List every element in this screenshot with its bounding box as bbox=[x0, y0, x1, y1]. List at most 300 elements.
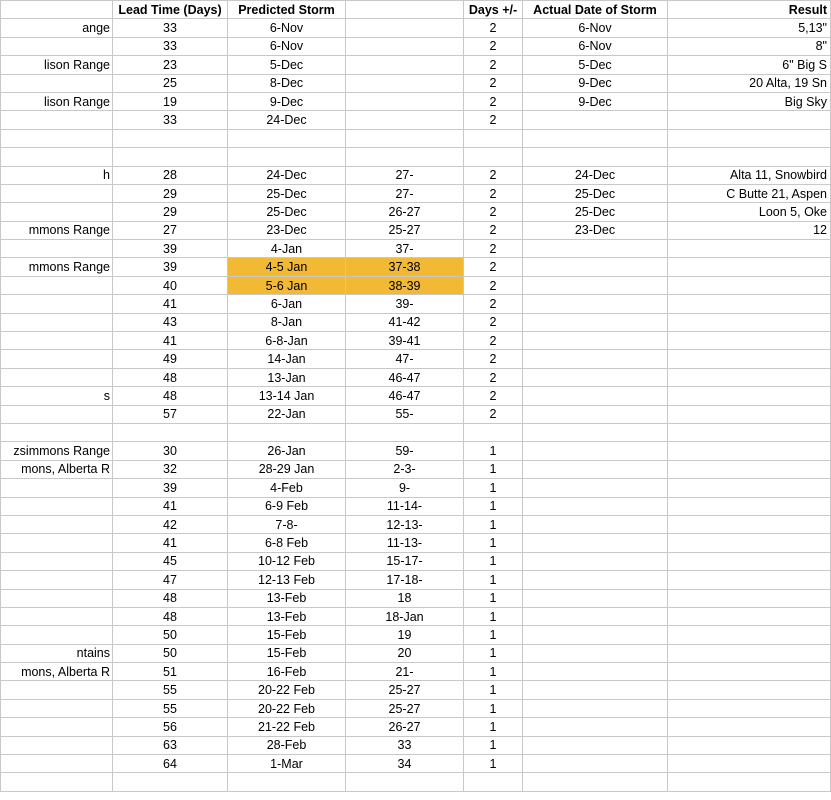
location-cell[interactable] bbox=[1, 56, 113, 74]
extra-cell[interactable] bbox=[346, 19, 464, 37]
predicted-storm-cell[interactable] bbox=[228, 405, 346, 423]
result-cell[interactable] bbox=[668, 626, 831, 644]
lead-time-cell[interactable] bbox=[113, 515, 228, 533]
location-cell[interactable] bbox=[1, 332, 113, 350]
location-cell[interactable] bbox=[1, 166, 113, 184]
days-plus-minus-cell[interactable] bbox=[464, 148, 523, 166]
extra-cell[interactable] bbox=[346, 607, 464, 625]
extra-cell[interactable] bbox=[346, 74, 464, 92]
extra-cell[interactable] bbox=[346, 755, 464, 773]
extra-cell[interactable] bbox=[346, 295, 464, 313]
days-plus-minus-cell[interactable] bbox=[464, 295, 523, 313]
predicted-storm-cell[interactable] bbox=[228, 19, 346, 37]
predicted-storm-cell[interactable] bbox=[228, 534, 346, 552]
location-cell[interactable] bbox=[1, 258, 113, 276]
predicted-storm-cell[interactable] bbox=[228, 37, 346, 55]
result-cell[interactable] bbox=[668, 515, 831, 533]
actual-date-cell[interactable] bbox=[523, 699, 668, 717]
days-plus-minus-cell[interactable] bbox=[464, 589, 523, 607]
lead-time-cell[interactable] bbox=[113, 736, 228, 754]
actual-date-cell[interactable] bbox=[523, 442, 668, 460]
result-cell[interactable] bbox=[668, 589, 831, 607]
result-cell[interactable] bbox=[668, 184, 831, 202]
extra-cell[interactable] bbox=[346, 663, 464, 681]
extra-cell[interactable] bbox=[346, 479, 464, 497]
predicted-storm-cell[interactable] bbox=[228, 497, 346, 515]
result-cell[interactable] bbox=[668, 479, 831, 497]
predicted-storm-cell[interactable] bbox=[228, 460, 346, 478]
location-cell[interactable] bbox=[1, 681, 113, 699]
lead-time-cell[interactable] bbox=[113, 203, 228, 221]
location-cell[interactable] bbox=[1, 755, 113, 773]
result-cell[interactable] bbox=[668, 534, 831, 552]
location-cell[interactable] bbox=[1, 515, 113, 533]
days-plus-minus-cell[interactable] bbox=[464, 111, 523, 129]
predicted-storm-cell[interactable] bbox=[228, 295, 346, 313]
lead-time-cell[interactable] bbox=[113, 626, 228, 644]
result-cell[interactable] bbox=[668, 129, 831, 147]
extra-cell[interactable] bbox=[346, 258, 464, 276]
predicted-storm-cell[interactable] bbox=[228, 571, 346, 589]
extra-cell[interactable] bbox=[346, 552, 464, 570]
lead-time-cell[interactable] bbox=[113, 589, 228, 607]
days-plus-minus-cell[interactable] bbox=[464, 276, 523, 294]
lead-time-cell[interactable] bbox=[113, 773, 228, 791]
location-cell[interactable] bbox=[1, 92, 113, 110]
days-plus-minus-cell[interactable] bbox=[464, 644, 523, 662]
actual-date-cell[interactable] bbox=[523, 350, 668, 368]
extra-cell[interactable] bbox=[346, 184, 464, 202]
actual-date-cell[interactable] bbox=[523, 552, 668, 570]
result-cell[interactable] bbox=[668, 92, 831, 110]
actual-date-cell[interactable] bbox=[523, 19, 668, 37]
location-cell[interactable] bbox=[1, 313, 113, 331]
location-cell[interactable] bbox=[1, 479, 113, 497]
extra-cell[interactable] bbox=[346, 203, 464, 221]
extra-cell[interactable] bbox=[346, 589, 464, 607]
lead-time-cell[interactable] bbox=[113, 129, 228, 147]
extra-cell[interactable] bbox=[346, 368, 464, 386]
location-cell[interactable] bbox=[1, 19, 113, 37]
predicted-storm-cell[interactable] bbox=[228, 56, 346, 74]
location-cell[interactable] bbox=[1, 442, 113, 460]
location-cell[interactable] bbox=[1, 497, 113, 515]
lead-time-cell[interactable] bbox=[113, 313, 228, 331]
result-cell[interactable] bbox=[668, 423, 831, 441]
result-cell[interactable] bbox=[668, 148, 831, 166]
result-cell[interactable] bbox=[668, 240, 831, 258]
days-plus-minus-cell[interactable] bbox=[464, 699, 523, 717]
lead-time-cell[interactable] bbox=[113, 755, 228, 773]
actual-date-cell[interactable] bbox=[523, 203, 668, 221]
lead-time-cell[interactable] bbox=[113, 92, 228, 110]
predicted-storm-cell[interactable] bbox=[228, 258, 346, 276]
days-plus-minus-cell[interactable] bbox=[464, 552, 523, 570]
extra-cell[interactable] bbox=[346, 718, 464, 736]
days-plus-minus-cell[interactable] bbox=[464, 184, 523, 202]
result-cell[interactable] bbox=[668, 755, 831, 773]
extra-cell[interactable] bbox=[346, 111, 464, 129]
days-plus-minus-cell[interactable] bbox=[464, 607, 523, 625]
lead-time-cell[interactable] bbox=[113, 295, 228, 313]
lead-time-cell[interactable] bbox=[113, 497, 228, 515]
location-cell[interactable] bbox=[1, 571, 113, 589]
lead-time-cell[interactable] bbox=[113, 258, 228, 276]
lead-time-cell[interactable] bbox=[113, 37, 228, 55]
result-cell[interactable] bbox=[668, 56, 831, 74]
days-plus-minus-cell[interactable] bbox=[464, 423, 523, 441]
location-cell[interactable] bbox=[1, 405, 113, 423]
location-cell[interactable] bbox=[1, 718, 113, 736]
actual-date-cell[interactable] bbox=[523, 166, 668, 184]
predicted-storm-cell[interactable] bbox=[228, 755, 346, 773]
lead-time-cell[interactable] bbox=[113, 387, 228, 405]
predicted-storm-cell[interactable] bbox=[228, 368, 346, 386]
actual-date-header[interactable]: Actual Date of Storm bbox=[523, 1, 668, 19]
extra-cell[interactable] bbox=[346, 423, 464, 441]
lead-time-cell[interactable] bbox=[113, 534, 228, 552]
days-plus-minus-cell[interactable] bbox=[464, 387, 523, 405]
lead-time-cell[interactable] bbox=[113, 350, 228, 368]
location-cell[interactable] bbox=[1, 37, 113, 55]
actual-date-cell[interactable] bbox=[523, 111, 668, 129]
actual-date-cell[interactable] bbox=[523, 460, 668, 478]
predicted-storm-cell[interactable] bbox=[228, 350, 346, 368]
extra-cell[interactable] bbox=[346, 276, 464, 294]
lead-time-cell[interactable] bbox=[113, 166, 228, 184]
result-cell[interactable] bbox=[668, 37, 831, 55]
actual-date-cell[interactable] bbox=[523, 184, 668, 202]
location-cell[interactable] bbox=[1, 203, 113, 221]
predicted-storm-cell[interactable] bbox=[228, 240, 346, 258]
extra-cell[interactable] bbox=[346, 515, 464, 533]
extra-cell[interactable] bbox=[346, 166, 464, 184]
actual-date-cell[interactable] bbox=[523, 773, 668, 791]
location-cell[interactable] bbox=[1, 589, 113, 607]
result-cell[interactable] bbox=[668, 313, 831, 331]
actual-date-cell[interactable] bbox=[523, 497, 668, 515]
result-cell[interactable] bbox=[668, 74, 831, 92]
extra-cell[interactable] bbox=[346, 56, 464, 74]
days-plus-minus-cell[interactable] bbox=[464, 571, 523, 589]
result-cell[interactable] bbox=[668, 203, 831, 221]
extra-cell[interactable] bbox=[346, 699, 464, 717]
lead-time-cell[interactable] bbox=[113, 184, 228, 202]
actual-date-cell[interactable] bbox=[523, 755, 668, 773]
actual-date-cell[interactable] bbox=[523, 56, 668, 74]
days-plus-minus-cell[interactable] bbox=[464, 736, 523, 754]
actual-date-cell[interactable] bbox=[523, 276, 668, 294]
days-plus-minus-cell[interactable] bbox=[464, 515, 523, 533]
lead-time-cell[interactable] bbox=[113, 442, 228, 460]
predicted-storm-header[interactable]: Predicted Storm bbox=[228, 1, 346, 19]
days-plus-minus-cell[interactable] bbox=[464, 56, 523, 74]
days-plus-minus-cell[interactable] bbox=[464, 332, 523, 350]
actual-date-cell[interactable] bbox=[523, 74, 668, 92]
location-cell[interactable] bbox=[1, 607, 113, 625]
result-cell[interactable] bbox=[668, 607, 831, 625]
extra-cell[interactable] bbox=[346, 387, 464, 405]
extra-cell[interactable] bbox=[346, 92, 464, 110]
days-plus-minus-cell[interactable] bbox=[464, 497, 523, 515]
days-plus-minus-cell[interactable] bbox=[464, 37, 523, 55]
days-plus-minus-cell[interactable] bbox=[464, 74, 523, 92]
extra-cell[interactable] bbox=[346, 350, 464, 368]
predicted-storm-cell[interactable] bbox=[228, 111, 346, 129]
result-cell[interactable] bbox=[668, 405, 831, 423]
days-plus-minus-cell[interactable] bbox=[464, 92, 523, 110]
actual-date-cell[interactable] bbox=[523, 571, 668, 589]
predicted-storm-cell[interactable] bbox=[228, 479, 346, 497]
actual-date-cell[interactable] bbox=[523, 644, 668, 662]
result-cell[interactable] bbox=[668, 350, 831, 368]
extra-cell[interactable] bbox=[346, 736, 464, 754]
location-cell[interactable] bbox=[1, 240, 113, 258]
location-cell[interactable] bbox=[1, 129, 113, 147]
location-cell[interactable] bbox=[1, 276, 113, 294]
lead-time-cell[interactable] bbox=[113, 405, 228, 423]
location-cell[interactable] bbox=[1, 368, 113, 386]
lead-time-cell[interactable] bbox=[113, 571, 228, 589]
days-plus-minus-cell[interactable] bbox=[464, 19, 523, 37]
days-plus-minus-cell[interactable] bbox=[464, 479, 523, 497]
extra-cell[interactable] bbox=[346, 129, 464, 147]
extra-cell[interactable] bbox=[346, 442, 464, 460]
extra-cell[interactable] bbox=[346, 571, 464, 589]
actual-date-cell[interactable] bbox=[523, 148, 668, 166]
days-plus-minus-cell[interactable] bbox=[464, 368, 523, 386]
days-plus-minus-cell[interactable] bbox=[464, 442, 523, 460]
location-cell[interactable] bbox=[1, 644, 113, 662]
days-plus-minus-cell[interactable] bbox=[464, 460, 523, 478]
extra-header[interactable] bbox=[346, 1, 464, 19]
actual-date-cell[interactable] bbox=[523, 37, 668, 55]
predicted-storm-cell[interactable] bbox=[228, 736, 346, 754]
predicted-storm-cell[interactable] bbox=[228, 626, 346, 644]
result-header[interactable]: Result bbox=[668, 1, 831, 19]
days-plus-minus-cell[interactable] bbox=[464, 221, 523, 239]
result-cell[interactable] bbox=[668, 166, 831, 184]
lead-time-cell[interactable] bbox=[113, 460, 228, 478]
location-cell[interactable] bbox=[1, 387, 113, 405]
days-plus-minus-cell[interactable] bbox=[464, 755, 523, 773]
actual-date-cell[interactable] bbox=[523, 313, 668, 331]
actual-date-cell[interactable] bbox=[523, 368, 668, 386]
result-cell[interactable] bbox=[668, 442, 831, 460]
predicted-storm-cell[interactable] bbox=[228, 589, 346, 607]
actual-date-cell[interactable] bbox=[523, 607, 668, 625]
days-plus-minus-cell[interactable] bbox=[464, 405, 523, 423]
lead-time-cell[interactable] bbox=[113, 681, 228, 699]
location-cell[interactable] bbox=[1, 148, 113, 166]
lead-time-cell[interactable] bbox=[113, 332, 228, 350]
location-cell[interactable] bbox=[1, 295, 113, 313]
result-cell[interactable] bbox=[668, 368, 831, 386]
extra-cell[interactable] bbox=[346, 644, 464, 662]
predicted-storm-cell[interactable] bbox=[228, 387, 346, 405]
days-plus-minus-cell[interactable] bbox=[464, 129, 523, 147]
result-cell[interactable] bbox=[668, 681, 831, 699]
actual-date-cell[interactable] bbox=[523, 258, 668, 276]
extra-cell[interactable] bbox=[346, 497, 464, 515]
days-plus-minus-cell[interactable] bbox=[464, 534, 523, 552]
result-cell[interactable] bbox=[668, 332, 831, 350]
result-cell[interactable] bbox=[668, 773, 831, 791]
extra-cell[interactable] bbox=[346, 37, 464, 55]
days-plus-minus-cell[interactable] bbox=[464, 203, 523, 221]
location-cell[interactable] bbox=[1, 221, 113, 239]
result-cell[interactable] bbox=[668, 221, 831, 239]
lead-time-cell[interactable] bbox=[113, 19, 228, 37]
location-cell[interactable] bbox=[1, 350, 113, 368]
predicted-storm-cell[interactable] bbox=[228, 92, 346, 110]
actual-date-cell[interactable] bbox=[523, 479, 668, 497]
actual-date-cell[interactable] bbox=[523, 534, 668, 552]
predicted-storm-cell[interactable] bbox=[228, 203, 346, 221]
actual-date-cell[interactable] bbox=[523, 589, 668, 607]
extra-cell[interactable] bbox=[346, 626, 464, 644]
predicted-storm-cell[interactable] bbox=[228, 552, 346, 570]
lead-time-cell[interactable] bbox=[113, 221, 228, 239]
predicted-storm-cell[interactable] bbox=[228, 148, 346, 166]
lead-time-cell[interactable] bbox=[113, 699, 228, 717]
days-plus-minus-cell[interactable] bbox=[464, 718, 523, 736]
actual-date-cell[interactable] bbox=[523, 423, 668, 441]
extra-cell[interactable] bbox=[346, 313, 464, 331]
location-cell[interactable] bbox=[1, 534, 113, 552]
location-cell[interactable] bbox=[1, 773, 113, 791]
result-cell[interactable] bbox=[668, 663, 831, 681]
predicted-storm-cell[interactable] bbox=[228, 663, 346, 681]
days-plus-minus-cell[interactable] bbox=[464, 663, 523, 681]
predicted-storm-cell[interactable] bbox=[228, 773, 346, 791]
location-cell[interactable] bbox=[1, 699, 113, 717]
result-cell[interactable] bbox=[668, 552, 831, 570]
predicted-storm-cell[interactable] bbox=[228, 442, 346, 460]
lead-time-cell[interactable] bbox=[113, 663, 228, 681]
actual-date-cell[interactable] bbox=[523, 515, 668, 533]
actual-date-cell[interactable] bbox=[523, 221, 668, 239]
actual-date-cell[interactable] bbox=[523, 129, 668, 147]
location-cell[interactable] bbox=[1, 736, 113, 754]
predicted-storm-cell[interactable] bbox=[228, 221, 346, 239]
result-cell[interactable] bbox=[668, 644, 831, 662]
result-cell[interactable] bbox=[668, 699, 831, 717]
lead-time-cell[interactable] bbox=[113, 644, 228, 662]
predicted-storm-cell[interactable] bbox=[228, 129, 346, 147]
days-plus-minus-cell[interactable] bbox=[464, 681, 523, 699]
days-plus-minus-cell[interactable] bbox=[464, 258, 523, 276]
location-cell[interactable] bbox=[1, 74, 113, 92]
location-cell[interactable] bbox=[1, 552, 113, 570]
result-cell[interactable] bbox=[668, 571, 831, 589]
predicted-storm-cell[interactable] bbox=[228, 313, 346, 331]
location-cell[interactable] bbox=[1, 663, 113, 681]
days-plus-minus-cell[interactable] bbox=[464, 313, 523, 331]
result-cell[interactable] bbox=[668, 497, 831, 515]
lead-time-cell[interactable] bbox=[113, 74, 228, 92]
lead-time-cell[interactable] bbox=[113, 240, 228, 258]
extra-cell[interactable] bbox=[346, 221, 464, 239]
actual-date-cell[interactable] bbox=[523, 332, 668, 350]
predicted-storm-cell[interactable] bbox=[228, 681, 346, 699]
predicted-storm-cell[interactable] bbox=[228, 332, 346, 350]
actual-date-cell[interactable] bbox=[523, 718, 668, 736]
predicted-storm-cell[interactable] bbox=[228, 515, 346, 533]
result-cell[interactable] bbox=[668, 718, 831, 736]
location-cell[interactable] bbox=[1, 111, 113, 129]
actual-date-cell[interactable] bbox=[523, 736, 668, 754]
result-cell[interactable] bbox=[668, 295, 831, 313]
actual-date-cell[interactable] bbox=[523, 295, 668, 313]
location-cell[interactable] bbox=[1, 423, 113, 441]
extra-cell[interactable] bbox=[346, 460, 464, 478]
actual-date-cell[interactable] bbox=[523, 405, 668, 423]
result-cell[interactable] bbox=[668, 258, 831, 276]
lead-time-cell[interactable] bbox=[113, 56, 228, 74]
predicted-storm-cell[interactable] bbox=[228, 607, 346, 625]
location-cell[interactable] bbox=[1, 184, 113, 202]
predicted-storm-cell[interactable] bbox=[228, 166, 346, 184]
lead-time-cell[interactable] bbox=[113, 479, 228, 497]
predicted-storm-cell[interactable] bbox=[228, 74, 346, 92]
days-plus-minus-cell[interactable] bbox=[464, 166, 523, 184]
predicted-storm-cell[interactable] bbox=[228, 699, 346, 717]
extra-cell[interactable] bbox=[346, 773, 464, 791]
days-plus-minus-cell[interactable] bbox=[464, 350, 523, 368]
actual-date-cell[interactable] bbox=[523, 240, 668, 258]
extra-cell[interactable] bbox=[346, 332, 464, 350]
actual-date-cell[interactable] bbox=[523, 626, 668, 644]
result-cell[interactable] bbox=[668, 276, 831, 294]
lead-time-cell[interactable] bbox=[113, 423, 228, 441]
predicted-storm-cell[interactable] bbox=[228, 184, 346, 202]
lead-time-cell[interactable] bbox=[113, 111, 228, 129]
days-plus-minus-cell[interactable] bbox=[464, 626, 523, 644]
extra-cell[interactable] bbox=[346, 148, 464, 166]
extra-cell[interactable] bbox=[346, 240, 464, 258]
location-cell[interactable] bbox=[1, 626, 113, 644]
actual-date-cell[interactable] bbox=[523, 92, 668, 110]
extra-cell[interactable] bbox=[346, 681, 464, 699]
lead-time-cell[interactable] bbox=[113, 552, 228, 570]
result-cell[interactable] bbox=[668, 111, 831, 129]
actual-date-cell[interactable] bbox=[523, 387, 668, 405]
predicted-storm-cell[interactable] bbox=[228, 644, 346, 662]
predicted-storm-cell[interactable] bbox=[228, 276, 346, 294]
actual-date-cell[interactable] bbox=[523, 663, 668, 681]
location-header[interactable] bbox=[1, 1, 113, 19]
predicted-storm-cell[interactable] bbox=[228, 718, 346, 736]
lead-time-cell[interactable] bbox=[113, 368, 228, 386]
days-plus-minus-cell[interactable] bbox=[464, 773, 523, 791]
result-cell[interactable] bbox=[668, 19, 831, 37]
lead-time-cell[interactable] bbox=[113, 148, 228, 166]
days-plus-minus-cell[interactable] bbox=[464, 240, 523, 258]
lead-time-header[interactable]: Lead Time (Days) bbox=[113, 1, 228, 19]
lead-time-cell[interactable] bbox=[113, 718, 228, 736]
result-cell[interactable] bbox=[668, 387, 831, 405]
predicted-storm-cell[interactable] bbox=[228, 423, 346, 441]
days-plus-minus-header[interactable]: Days +/- bbox=[464, 1, 523, 19]
lead-time-cell[interactable] bbox=[113, 607, 228, 625]
lead-time-cell[interactable] bbox=[113, 276, 228, 294]
extra-cell[interactable] bbox=[346, 405, 464, 423]
location-cell[interactable] bbox=[1, 460, 113, 478]
result-cell[interactable] bbox=[668, 460, 831, 478]
result-cell[interactable] bbox=[668, 736, 831, 754]
actual-date-cell[interactable] bbox=[523, 681, 668, 699]
